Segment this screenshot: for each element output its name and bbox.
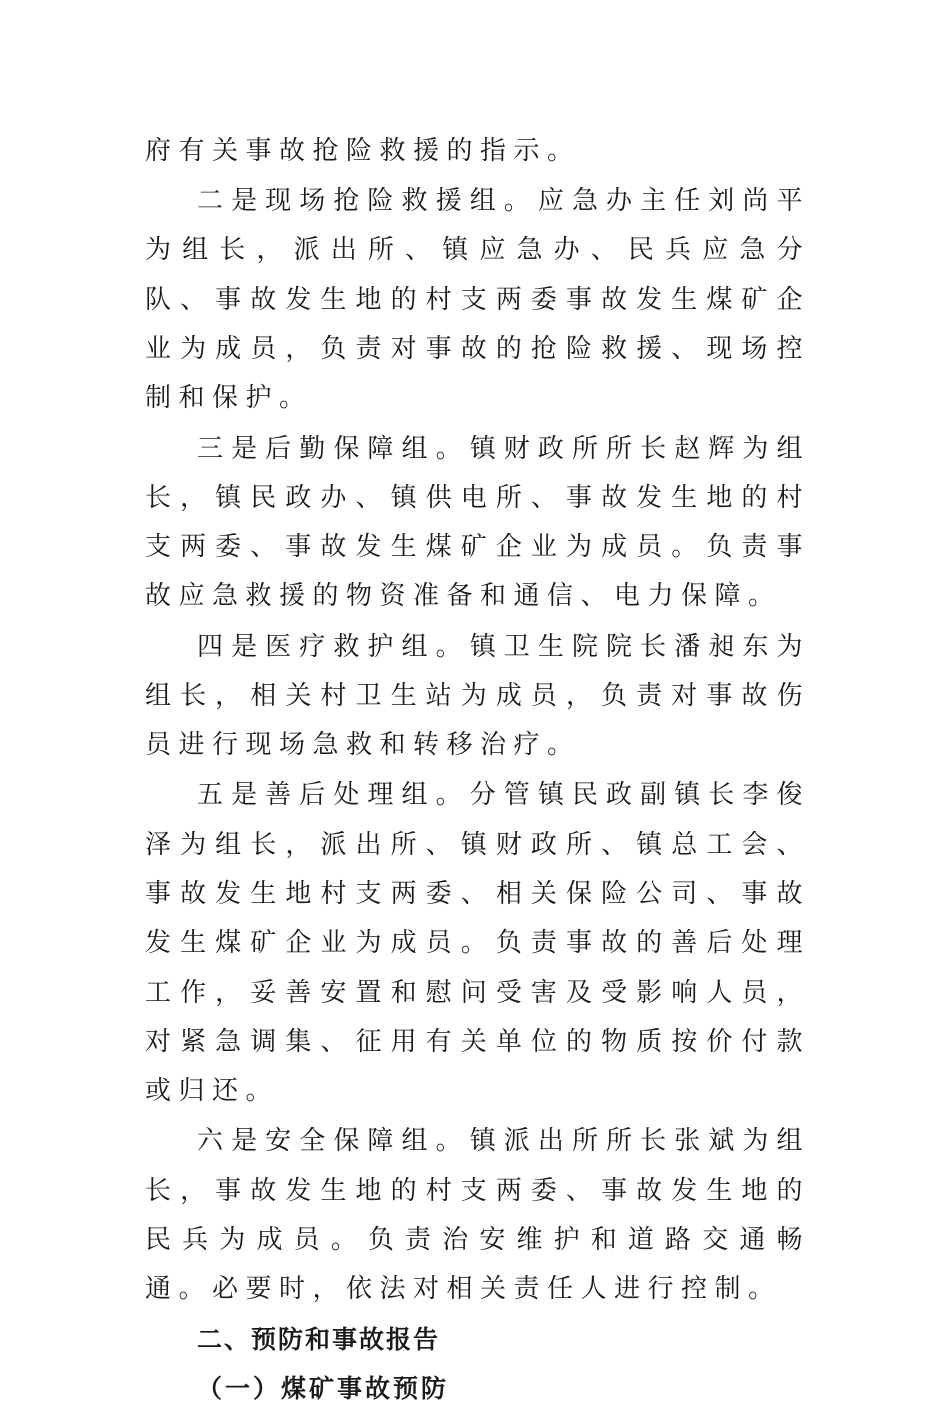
paragraph-security-group: 六是安全保障组。镇派出所所长张斌为组长，事故发生地的村支两委、事故发生地的民兵为成员。负责治安维护和道路交通畅通。必要时，依法对相关责任人进行控制。 xyxy=(145,1126,810,1305)
paragraph-aftermath-group: 五是善后处理组。分管镇民政副镇长李俊泽为组长，派出所、镇财政所、镇总工会、事故发生地村支两委、相关保险公司、事故发生煤矿企业为成员。负责事故的善后处理工作，妥善安置和慰问受害及受影响人员，对紧急调集、征用有关单位的物质按价付款或归还。 xyxy=(145,780,810,1107)
paragraph-continued: 府有关事故抢险救援的指示。 xyxy=(145,136,581,166)
subsection-heading: （一）煤矿事故预防 xyxy=(197,1373,450,1403)
paragraph-logistics-group: 三是后勤保障组。镇财政所所长赵辉为组长，镇民政办、镇供电所、事故发生地的村支两委、事故发生煤矿企业为成员。负责事故应急救援的物资准备和通信、电力保障。 xyxy=(145,433,810,612)
document-body xyxy=(145,127,810,1413)
paragraph-rescue-group: 二是现场抢险救援组。应急办主任刘尚平为组长，派出所、镇应急办、民兵应急分队、事故发生地的村支两委事故发生煤矿企业为成员，负责对事故的抢险救援、现场控制和保护。 xyxy=(145,186,810,414)
section-heading: 二、预防和事故报告 xyxy=(197,1324,441,1354)
paragraph-medical-group: 四是医疗救护组。镇卫生院院长潘昶东为组长，相关村卫生站为成员，负责对事故伤员进行现场急救和转移治疗。 xyxy=(145,631,810,761)
